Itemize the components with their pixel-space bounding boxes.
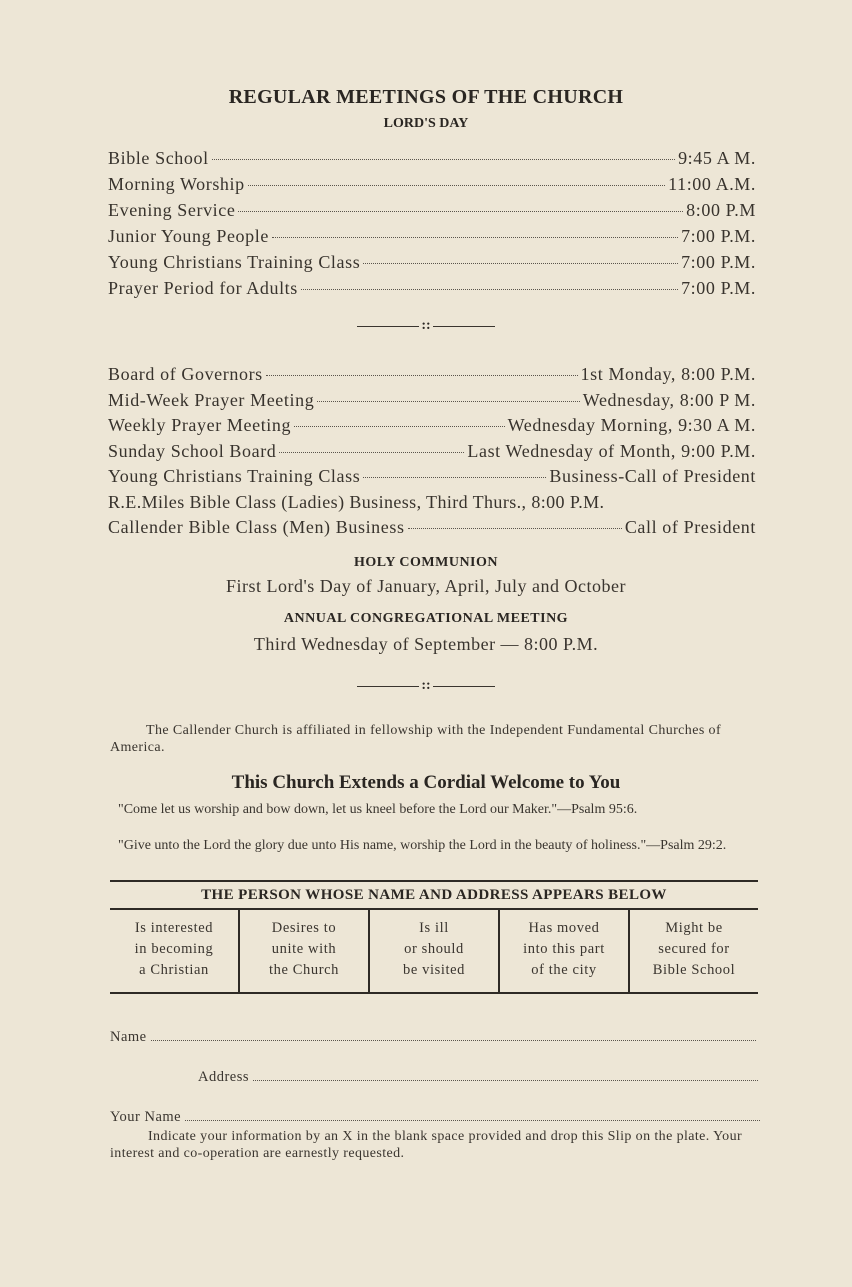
schedule-row <box>108 148 756 174</box>
meeting-name: Board of Governors <box>108 364 263 384</box>
name-label: Name <box>110 1029 147 1045</box>
dot-leader <box>294 426 505 427</box>
checkbox-ill-visit[interactable] <box>370 908 500 992</box>
meeting-name: Bible School <box>108 148 209 168</box>
checkbox-bible-school[interactable] <box>630 908 758 992</box>
section-separator <box>0 318 852 334</box>
annual-meeting-text: Third Wednesday of September — 8:00 P.M. <box>253 634 599 654</box>
separator-line <box>357 326 419 327</box>
meeting-time: Call of President <box>624 517 756 537</box>
schedule-row <box>108 390 756 416</box>
dot-leader <box>238 211 683 212</box>
schedule-row <box>108 517 756 543</box>
meeting-name: Weekly Prayer Meeting <box>108 415 292 435</box>
checkbox-unite-church[interactable] <box>240 908 370 992</box>
box-line: unite with <box>271 941 337 957</box>
meeting-name: R.E.Miles Bible Class (Ladies) Business, Third Thurs., 8:00 P.M. <box>108 491 605 512</box>
meeting-time: 1st Monday, 8:00 P.M. <box>580 364 756 384</box>
section-separator <box>0 678 852 694</box>
dot-leader <box>301 289 678 290</box>
schedule-row <box>108 226 756 252</box>
annual-meeting-heading: ANNUAL CONGREGATIONAL MEETING <box>283 611 569 626</box>
meeting-time: 8:00 P.M <box>686 200 756 220</box>
dot-leader <box>272 237 678 238</box>
schedule-row <box>108 415 756 441</box>
meeting-name: Morning Worship <box>108 174 245 194</box>
verse-psalm-29: "Give unto the Lord the glory due unto His name, worship the Lord in the beauty of holiness."—Psalm 29:2. <box>118 838 727 853</box>
meeting-name: Junior Young People <box>108 226 269 246</box>
separator-line <box>357 686 419 687</box>
box-line: Has moved <box>528 920 600 936</box>
schedule-row <box>108 200 756 226</box>
lords-day-schedule <box>108 148 756 304</box>
separator-line <box>433 686 495 687</box>
address-label: Address <box>198 1069 250 1085</box>
form-instructions: Indicate your information by an X in the blank space provided and drop this Slip on the plate. Your interest and co-operation are earnestly requested. <box>110 1129 743 1161</box>
meeting-time: Business-Call of President <box>549 466 756 486</box>
your-name-field[interactable] <box>110 1108 760 1126</box>
meeting-name: Mid-Week Prayer Meeting <box>108 389 315 410</box>
dot-leader <box>363 477 546 478</box>
meeting-time: 11:00 A.M. <box>668 174 756 194</box>
box-line: in becoming <box>134 941 214 957</box>
page-title: REGULAR MEETINGS OF THE CHURCH <box>228 86 624 108</box>
meeting-time: Last Wednesday of Month, 9:00 P.M. <box>467 440 756 461</box>
box-line: Might be <box>665 920 723 936</box>
your-name-label: Your Name <box>110 1109 182 1125</box>
weekday-schedule <box>108 364 756 543</box>
meeting-name: Prayer Period for Adults <box>108 278 298 298</box>
meeting-time: 7:00 P.M. <box>681 226 756 246</box>
verse-psalm-95: "Come let us worship and bow down, let us kneel before the Lord our Maker."—Psalm 95:6. <box>118 802 638 817</box>
affiliation-note: The Callender Church is affiliated in fellowship with the Independent Fundamental Churches of America. <box>110 723 722 755</box>
meeting-time: 7:00 P.M. <box>681 278 756 298</box>
box-line: a Christian <box>139 962 209 978</box>
dot-leader <box>266 375 578 376</box>
welcome-heading: This Church Extends a Cordial Welcome to You <box>231 772 621 793</box>
meeting-time: Wednesday Morning, 9:30 A M. <box>507 415 756 435</box>
holy-communion-text: First Lord's Day of January, April, July and October <box>225 576 626 596</box>
dot-leader <box>317 401 580 402</box>
checkbox-interested-christian[interactable] <box>110 908 240 992</box>
dot-leader <box>279 452 464 453</box>
meeting-name: Sunday School Board <box>108 440 277 461</box>
separator-mark: :: <box>421 678 431 693</box>
dot-leader <box>248 185 665 186</box>
dot-leader <box>408 528 622 529</box>
name-input-line[interactable] <box>151 1028 756 1041</box>
schedule-row <box>108 466 756 492</box>
page-subtitle: LORD'S DAY <box>383 116 469 131</box>
holy-communion-heading: HOLY COMMUNION <box>353 555 499 570</box>
box-line: of the city <box>531 962 597 978</box>
schedule-row <box>108 492 756 518</box>
separator-line <box>433 326 495 327</box>
box-line: or should <box>404 941 464 957</box>
meeting-name: Evening Service <box>108 200 236 220</box>
meeting-name: Young Christians Training Class <box>108 466 361 486</box>
dot-leader <box>363 263 678 264</box>
meeting-time: 7:00 P.M. <box>681 252 756 272</box>
meeting-time: 9:45 A M. <box>678 148 756 168</box>
separator-mark: :: <box>421 318 431 333</box>
box-line: Bible School <box>652 962 736 978</box>
schedule-row <box>108 278 756 304</box>
box-line: Is ill <box>419 920 449 936</box>
box-line: Is interested <box>134 920 214 936</box>
meeting-name: Callender Bible Class (Men) Business <box>108 517 405 537</box>
form-heading: THE PERSON WHOSE NAME AND ADDRESS APPEARS BELOW <box>110 880 758 910</box>
box-line: Desires to <box>271 920 337 936</box>
box-line: be visited <box>403 962 465 978</box>
your-name-input-line[interactable] <box>185 1108 760 1121</box>
meeting-time: Wednesday, 8:00 P M. <box>582 389 756 410</box>
address-field[interactable] <box>198 1068 758 1086</box>
schedule-row <box>108 174 756 200</box>
response-checkboxes <box>110 908 758 994</box>
name-field[interactable] <box>110 1028 756 1046</box>
meeting-name: Young Christians Training Class <box>108 252 361 272</box>
schedule-row <box>108 252 756 278</box>
schedule-row <box>108 364 756 390</box>
box-line: the Church <box>268 962 340 978</box>
checkbox-moved[interactable] <box>500 908 630 992</box>
address-input-line[interactable] <box>253 1068 758 1081</box>
dot-leader <box>212 159 675 160</box>
schedule-row <box>108 441 756 467</box>
box-line: into this part <box>523 941 605 957</box>
box-line: secured for <box>658 941 730 957</box>
